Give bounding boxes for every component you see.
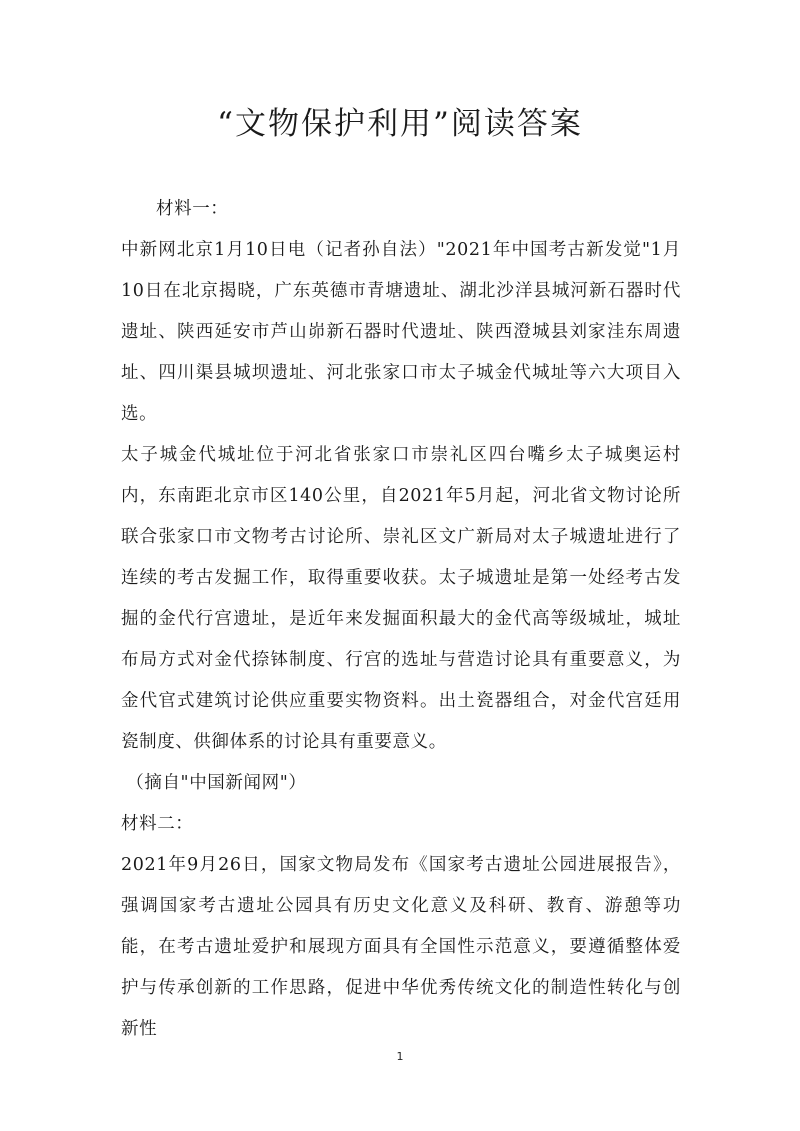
- paragraph-source-note: （摘自"中国新闻网"）: [126, 773, 307, 793]
- document-title: “文物保护利用”阅读答案: [217, 106, 583, 142]
- paragraph-news-report: 中新网北京1月10日电（记者孙自法）"2021年中国考古新发觉"1月10日在北京揭晓，广东英德市青塘遗址、湖北沙洋县城河新石器时代遗址、陕西延安市芦山峁新石器时代遗址、陕西澄城县刘家洼东周遗址、四川渠县城坝遗址、河北张家口市太子城金代城址等六大项目入选。: [121, 240, 681, 424]
- paragraph-taizicheng-site: 太子城金代城址位于河北省张家口市崇礼区四台嘴乡太子城奥运村内，东南距北京市区140公里，自2021年5月起，河北省文物讨论所联合张家口市文物考古讨论所、崇礼区文广新局对太子城遗址进行了连续的考古发掘工作，取得重要收获。太子城遗址是第一处经考古发掘的金代行宫遗址，是近年来发掘面积最大的金代高等级城址，城址布局方式对金代捺钵制度、行宫的选址与营造讨论具有重要意义，为金代官式建筑讨论供应重要实物资料。出土瓷器组合，对金代宫廷用瓷制度、供御体系的讨论具有重要意义。: [121, 445, 681, 752]
- page-number: 1: [396, 1050, 404, 1063]
- document-body: [121, 189, 681, 1050]
- paragraph-park-report: 2021年9月26日，国家文物局发布《国家考古遗址公园进展报告》，强调国家考古遗址公园具有历史文化意义及科研、教育、游憩等功能，在考古遗址爱护和展现方面具有全国性示范意义，要遵循整体爱护与传承创新的工作思路，促进中华优秀传统文化的制造性转化与创新性: [121, 855, 681, 1039]
- paragraph-material-two-label: 材料二：: [121, 814, 194, 834]
- paragraph-material-one-label: 材料一：: [156, 199, 229, 219]
